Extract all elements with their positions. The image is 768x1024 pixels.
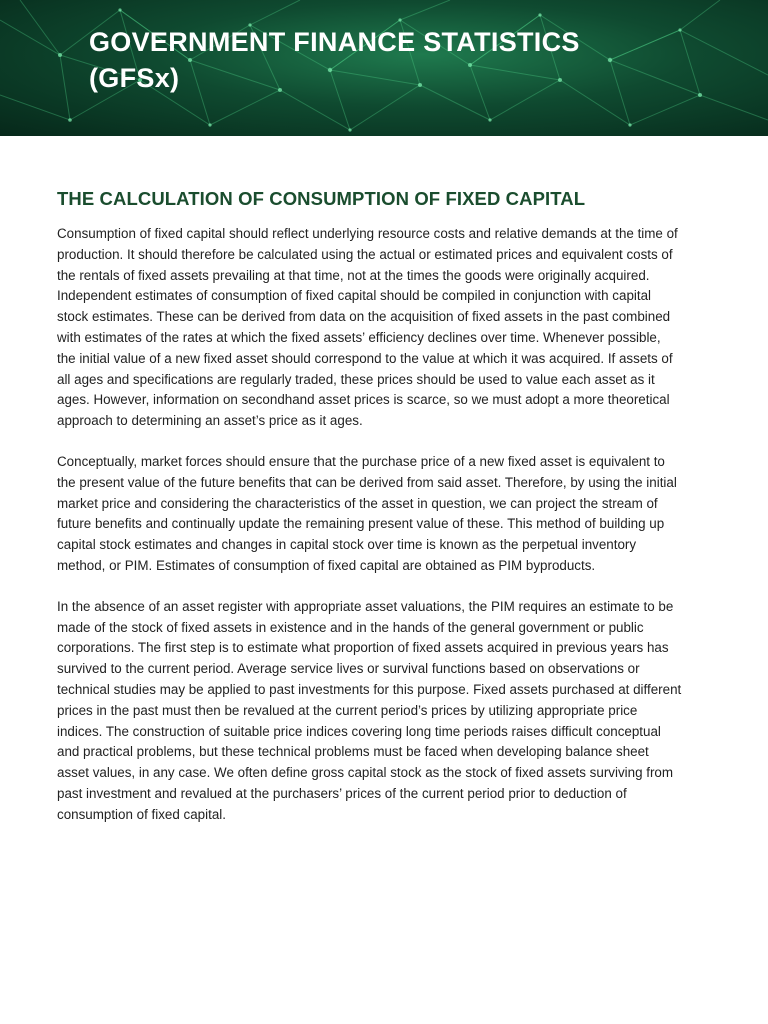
article-body [57,186,682,846]
paragraph-2: Conceptually, market forces should ensure that the purchase price of a new fixed asset is equivalent to the present value of the future benefits that can be derived from said asset. Therefore, by using the initial market price and considering the characteristics of the asset in question, we can project the stream of future benefits and continually update the remaining present value of these. This method of building up capital stock estimates and changes in capital stock over time is known as the perpetual inventory method, or PIM. Estimates of consumption of fixed capital are obtained as PIM byproducts. [57,453,677,573]
document-title-line-2: (GFSx) [89,63,180,93]
section-heading: THE CALCULATION OF CONSUMPTION OF FIXED CAPITAL [57,188,586,209]
header-banner [0,0,768,136]
document-title-line-1: GOVERNMENT FINANCE STATISTICS [89,27,580,57]
paragraph-3: In the absence of an asset register with appropriate asset valuations, the PIM requires an estimate to be made of the stock of fixed assets in existence and in the hands of the general government or public corporations. The first step is to estimate what proportion of fixed assets acquired in previous years has survived to the current period. Average service lives or survival functions based on observations or technical studies may be applied to past investments for this purpose. Fixed assets purchased at different prices in the past must then be revalued at the current period’s prices by utilizing appropriate price indices. The construction of suitable price indices covering long time periods raises difficult conceptual and practical problems, but these technical problems must be faced when developing balance sheet asset values, in any case. We often define gross capital stock as the stock of fixed assets surviving from past investment and revalued at the purchasers’ prices of the current period prior to deduction of consumption of fixed capital. [57,598,682,822]
paragraph-1: Consumption of fixed capital should reflect underlying resource costs and relative demands at the time of production. It should therefore be calculated using the actual or estimated prices and equivalent costs of the rentals of fixed assets prevailing at that time, not at the times the goods were originally acquired. Independent estimates of consumption of fixed capital should be compiled in conjunction with capital stock estimates. These can be derived from data on the acquisition of fixed assets in the past combined with estimates of the rates at which the fixed assets’ efficiency declines over time. Whenever possible, the initial value of a new fixed asset should correspond to the value at which it was acquired. If assets of all ages and specifications are regularly traded, these prices should be used to value each asset as it ages. However, information on secondhand asset prices is scarce, so we must adopt a more theoretical approach to determining an asset’s price as it ages. [57,226,678,429]
document-title [89,24,580,96]
